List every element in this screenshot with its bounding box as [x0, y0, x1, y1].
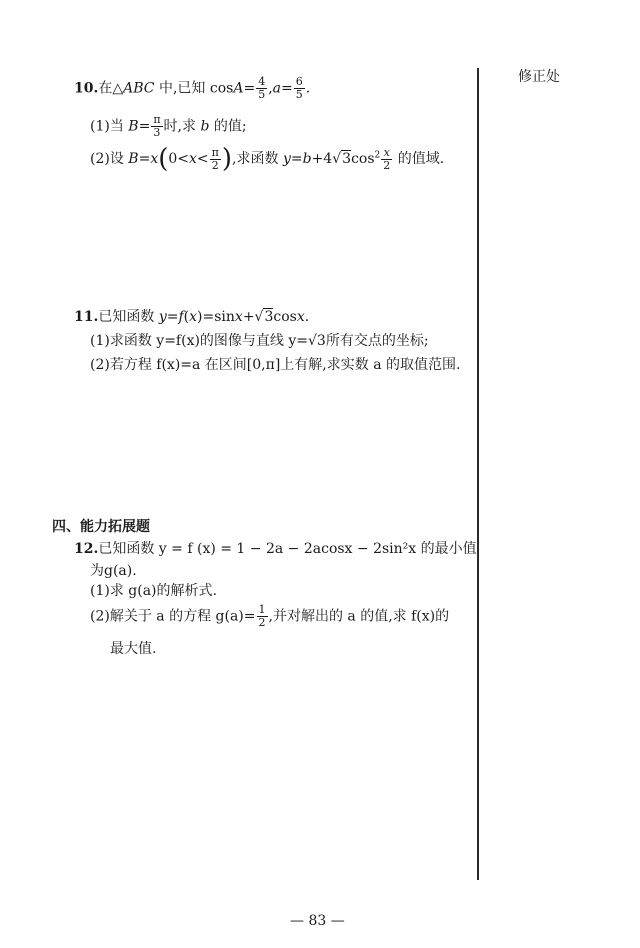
- question-12-part-1: (1)求 g(a)的解析式.: [90, 583, 217, 599]
- question-10-part-1: (1)当 B= $\frac{\pi}{3}$ 时,求 b 的值;: [90, 113, 247, 139]
- question-11-stem: 11.已知函数 y=f(x)=sinx+√3cosx.: [74, 309, 310, 325]
- question-10-stem: 10.在△ABC 中,已知 cosA= $\frac{4}{5}$ ,a= $\frac{6}{5}$ .: [74, 75, 311, 101]
- question-number: 12.: [74, 541, 99, 557]
- question-12-part-2-continued: 最大值.: [110, 641, 157, 657]
- fraction: $\frac{\pi}{3}$: [153, 113, 161, 139]
- margin-divider-line: [477, 68, 479, 880]
- question-11-part-2: (2)若方程 f(x)=a 在区间[0,π]上有解,求实数 a 的取值范围.: [90, 357, 461, 373]
- question-11-part-1: (1)求函数 y=f(x)的图像与直线 y=√3所有交点的坐标;: [90, 333, 429, 349]
- question-number: 10.: [74, 80, 99, 97]
- fraction: $\frac{\pi}{2}$: [211, 145, 219, 172]
- fraction: $\frac{6}{5}$: [295, 75, 303, 101]
- page-number: — 83 —: [290, 913, 345, 929]
- question-12-part-2: (2)解关于 a 的方程 g(a)= $\frac{1}{2}$ ,并对解出的 a 的值,求 f(x)的: [90, 603, 450, 629]
- question-12-stem-continued: 为g(a).: [90, 563, 137, 579]
- question-12-stem: 12.已知函数 y = f (x) = 1 − 2a − 2acosx − 2sin²x 的最小值: [74, 541, 477, 557]
- fraction: $\frac{4}{5}$: [258, 75, 266, 101]
- section-heading: 四、能力拓展题: [52, 519, 150, 535]
- fraction: $\frac{x}{2}$: [383, 145, 391, 172]
- correction-column-label: 修正处: [518, 69, 560, 85]
- question-number: 11.: [74, 309, 99, 325]
- question-10-part-2: (2)设 B=x(0<x< $\frac{\pi}{2}$ ),求函数 $y=b+4√3\cos^2$ $\frac{x}{2}$ 的值域.: [90, 144, 445, 174]
- fraction: $\frac{1}{2}$: [258, 603, 266, 629]
